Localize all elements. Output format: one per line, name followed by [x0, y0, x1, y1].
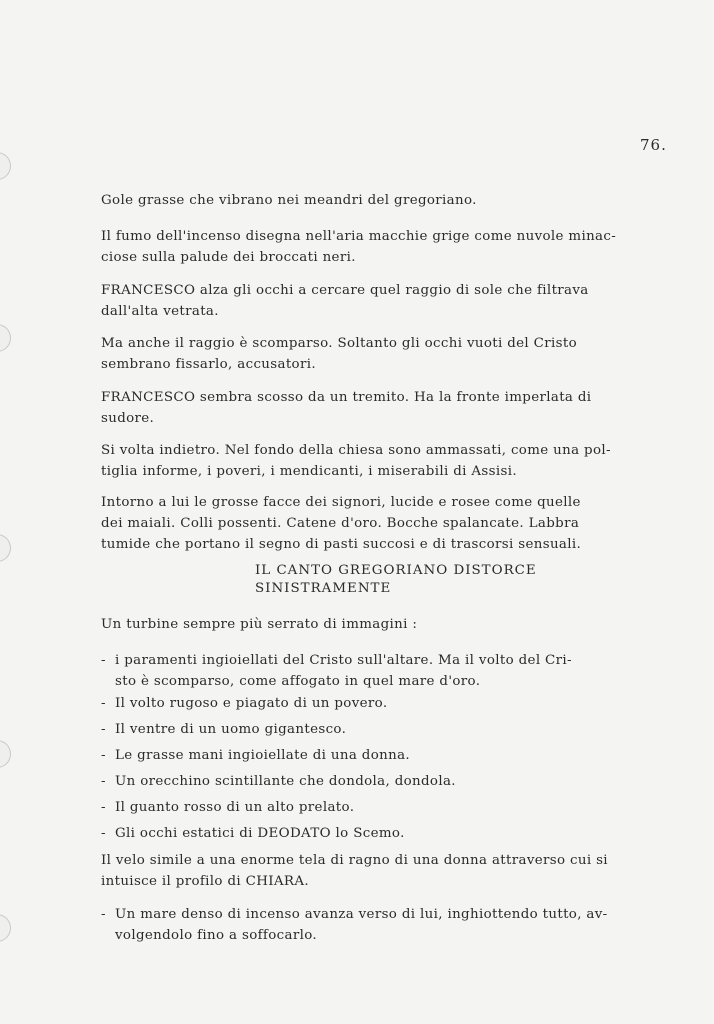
- text-line: Il guanto rosso di un alto prelato.: [115, 800, 355, 815]
- paragraph-7: [101, 492, 651, 555]
- paragraph-8: [101, 614, 651, 635]
- text-line: Le grasse mani ingioiellate di una donna.: [115, 748, 411, 763]
- text-line: ciose sulla palude dei broccati neri.: [101, 250, 356, 265]
- binder-hole-4: [0, 740, 11, 768]
- paragraph-2: [101, 226, 651, 268]
- list-item: [101, 719, 651, 740]
- paragraph-3: [101, 280, 651, 322]
- bullet-dash: -: [101, 722, 106, 737]
- text-line: FRANCESCO sembra scosso da un tremito. Ha la fronte imperlata di: [101, 390, 592, 405]
- text-line: Il fumo dell'incenso disegna nell'aria macchie grige come nuvole minac-: [101, 229, 617, 244]
- text-line: Il ventre di un uomo gigantesco.: [115, 722, 347, 737]
- binder-hole-2: [0, 324, 11, 352]
- bullet-dash: -: [101, 826, 106, 841]
- text-line: Intorno a lui le grosse facce dei signori, lucide e rosee come quelle: [101, 495, 581, 510]
- text-line: sembrano fissarlo, accusatori.: [101, 357, 316, 372]
- text-line: Il velo simile a una enorme tela di ragno di una donna attraverso cui si: [101, 853, 608, 868]
- text-line: Ma anche il raggio è scomparso. Soltanto gli occhi vuoti del Cristo: [101, 336, 578, 351]
- list-item: [101, 693, 651, 714]
- text-line: Un mare denso di incenso avanza verso di lui, inghiottendo tutto, av-: [115, 907, 608, 922]
- text-line: dall'alta vetrata.: [101, 304, 219, 319]
- heading-line: IL CANTO GREGORIANO DISTORCE: [255, 563, 537, 578]
- text-line: Gole grasse che vibrano nei meandri del gregoriano.: [101, 193, 477, 208]
- text-line: Un orecchino scintillante che dondola, dondola.: [115, 774, 456, 789]
- paragraph-6: [101, 440, 651, 482]
- list-item: [101, 904, 651, 946]
- text-line: Gli occhi estatici di DEODATO lo Scemo.: [115, 826, 405, 841]
- list-item: [101, 650, 651, 692]
- paragraph-4: [101, 333, 651, 375]
- list-item: [101, 823, 651, 844]
- bullet-dash: -: [101, 748, 106, 763]
- bullet-dash: -: [101, 800, 106, 815]
- text-line: intuisce il profilo di CHIARA.: [101, 874, 309, 889]
- binder-hole-1: [0, 152, 11, 180]
- list-item: [101, 797, 651, 818]
- text-line: sudore.: [101, 411, 155, 426]
- text-line: sto è scomparso, come affogato in quel mare d'oro.: [115, 674, 481, 689]
- list-item: [101, 771, 651, 792]
- paragraph-9: [101, 850, 651, 892]
- text-line: tumide che portano il segno di pasti succosi e di trascorsi sensuali.: [101, 537, 582, 552]
- page-number: 76.: [640, 136, 667, 154]
- bullet-dash: -: [101, 774, 106, 789]
- binder-hole-5: [0, 914, 11, 942]
- text-line: Un turbine sempre più serrato di immagini :: [101, 617, 418, 632]
- text-line: Si volta indietro. Nel fondo della chiesa sono ammassati, come una pol-: [101, 443, 611, 458]
- bullet-dash: -: [101, 653, 106, 668]
- paragraph-5: [101, 387, 651, 429]
- text-line: i paramenti ingioiellati del Cristo sull'altare. Ma il volto del Cri-: [115, 653, 572, 668]
- text-line: Il volto rugoso e piagato di un povero.: [115, 696, 388, 711]
- heading-line: SINISTRAMENTE: [255, 581, 392, 596]
- binder-hole-3: [0, 534, 11, 562]
- paragraph-1: [101, 190, 651, 211]
- text-line: tiglia informe, i poveri, i mendicanti, i miserabili di Assisi.: [101, 464, 517, 479]
- section-heading: [255, 562, 537, 598]
- bullet-dash: -: [101, 907, 106, 922]
- list-item: [101, 745, 651, 766]
- bullet-dash: -: [101, 696, 106, 711]
- text-line: dei maiali. Colli possenti. Catene d'oro. Bocche spalancate. Labbra: [101, 516, 580, 531]
- text-line: FRANCESCO alza gli occhi a cercare quel raggio di sole che filtrava: [101, 283, 589, 298]
- text-line: volgendolo fino a soffocarlo.: [115, 928, 317, 943]
